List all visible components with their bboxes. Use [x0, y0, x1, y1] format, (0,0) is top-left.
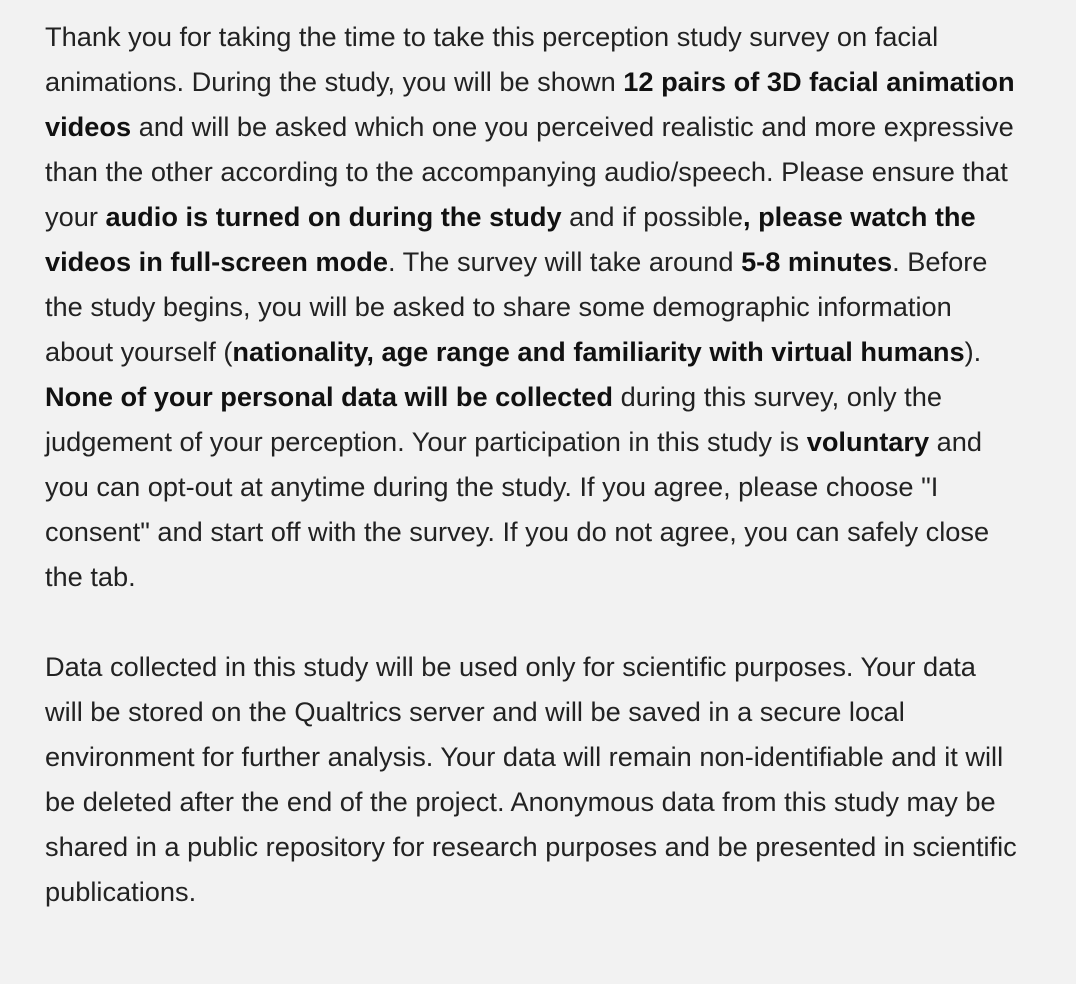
demographics-emphasis: nationality, age range and familiarity with virtual humans — [232, 336, 965, 367]
study-description-paragraph — [45, 14, 1020, 599]
intro-text: ). — [964, 336, 982, 367]
intro-text: during this survey, only the judgement of your perception. Your participation in this study is — [45, 381, 942, 457]
privacy-emphasis: None of your personal data will be collected — [45, 381, 614, 412]
video-count-emphasis: 12 pairs of 3D facial animation videos — [45, 66, 1015, 142]
audio-instruction-emphasis: audio is turned on during the study — [105, 201, 562, 232]
consent-text-block — [45, 14, 1020, 914]
duration-emphasis: 5-8 minutes — [741, 246, 893, 277]
fullscreen-instruction-emphasis: , please watch the videos in full-screen mode — [45, 201, 976, 277]
intro-text: and if possible — [561, 201, 743, 232]
intro-text: Thank you for taking the time to take this perception study survey on facial animations. During the study, you will be shown — [45, 21, 939, 97]
intro-text: and you can opt-out at anytime during the study. If you agree, please choose "I consent" and start off with the survey. If you do not agree, you can safely close the tab. — [45, 426, 990, 592]
intro-text: and will be asked which one you perceived realistic and more expressive than the other according to the accompanying audio/speech. Please ensure that your — [45, 111, 1014, 232]
intro-text: . Before the study begins, you will be asked to share some demographic information about yourself ( — [45, 246, 988, 367]
data-usage-paragraph: Data collected in this study will be used only for scientific purposes. Your data will be stored on the Qualtrics server and will be saved in a secure local environment for further analysis. Your data will remain non-identifiable and it will be deleted after the end of the project. Anonymous data from this study may be shared in a public repository for research purposes and be presented in scientific publications. — [45, 651, 1017, 907]
intro-text: . The survey will take around — [387, 246, 742, 277]
voluntary-emphasis: voluntary — [806, 426, 930, 457]
